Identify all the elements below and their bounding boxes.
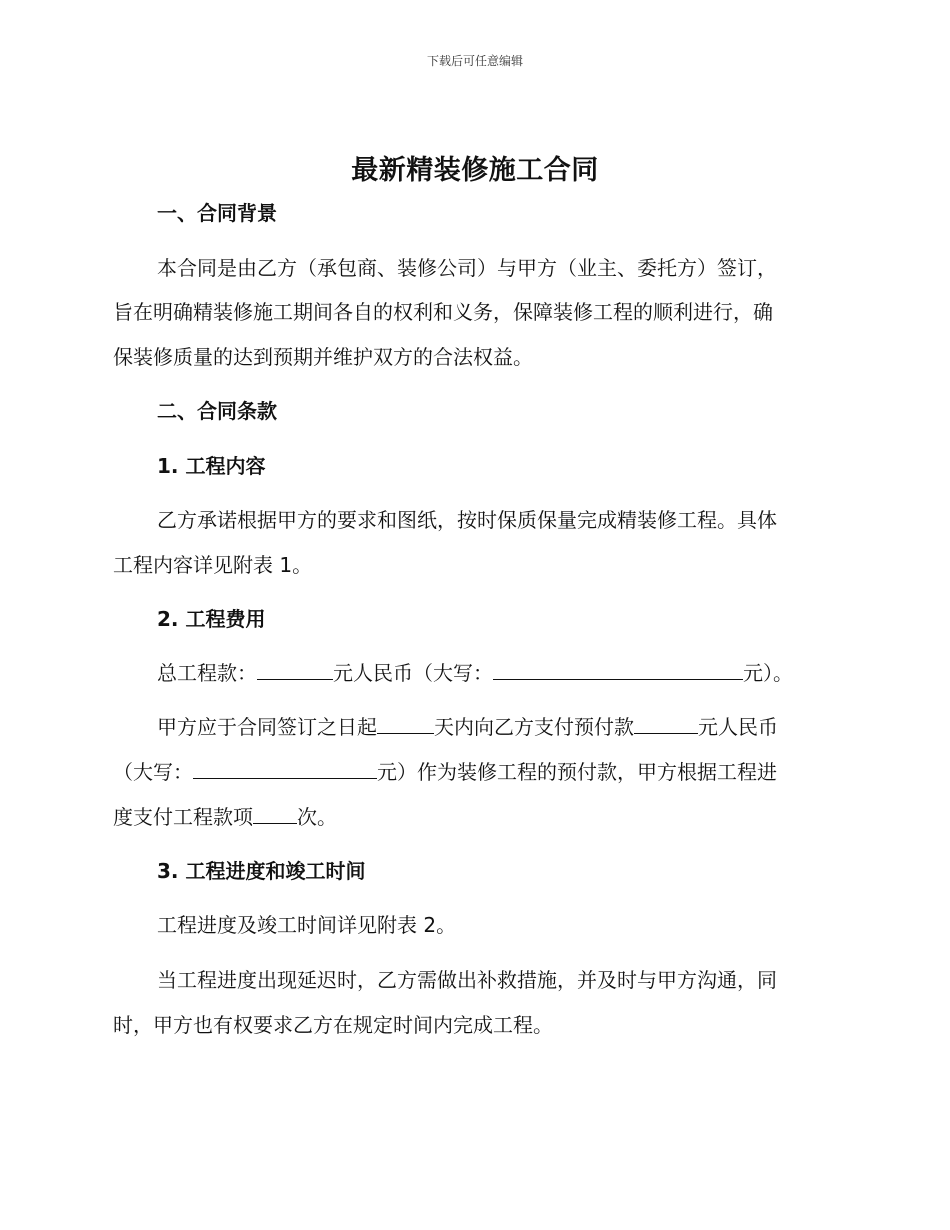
fill-blank-amount-words[interactable] bbox=[493, 661, 743, 680]
paragraph-line: 时，甲方也有权要求乙方在规定时间内完成工程。 bbox=[113, 1013, 553, 1037]
paragraph-line: 本合同是由乙方（承包商、装修公司）与甲方（业主、委托方）签订， bbox=[157, 256, 777, 280]
text-segment: （大写： bbox=[113, 760, 193, 784]
fill-blank-days[interactable] bbox=[377, 715, 434, 734]
clause-heading-cost: 2. 工程费用 bbox=[157, 607, 266, 631]
text-segment: 度支付工程款项 bbox=[113, 805, 253, 829]
paragraph-line: 工程进度及竣工时间详见附表 2。 bbox=[157, 913, 457, 937]
text-segment: 元人民币 bbox=[698, 715, 778, 739]
paragraph-line: 旨在明确精装修施工期间各自的权利和义务，保障装修工程的顺利进行，确 bbox=[113, 300, 773, 324]
clause-heading-content: 1. 工程内容 bbox=[157, 454, 266, 478]
fill-blank-installments[interactable] bbox=[253, 805, 297, 824]
prepayment-line bbox=[113, 758, 777, 786]
clause-heading-schedule: 3. 工程进度和竣工时间 bbox=[157, 859, 366, 883]
text-segment: 次。 bbox=[297, 805, 337, 829]
section-heading-terms: 二、合同条款 bbox=[157, 399, 277, 423]
header-note: 下载后可任意编辑 bbox=[426, 54, 523, 68]
text-segment: 元人民币（大写： bbox=[333, 661, 493, 685]
text-segment: 元）作为装修工程的预付款，甲方根据工程进 bbox=[377, 760, 777, 784]
total-cost-line bbox=[157, 659, 793, 687]
text-segment: 甲方应于合同签订之日起 bbox=[157, 715, 377, 739]
paragraph-line: 当工程进度出现延迟时，乙方需做出补救措施，并及时与甲方沟通，同 bbox=[157, 968, 777, 992]
fill-blank-prepayment-words[interactable] bbox=[193, 760, 377, 779]
fill-blank-amount[interactable] bbox=[257, 661, 333, 680]
fill-blank-prepayment[interactable] bbox=[634, 715, 698, 734]
prepayment-line bbox=[157, 713, 778, 741]
paragraph-line: 乙方承诺根据甲方的要求和图纸，按时保质保量完成精装修工程。具体 bbox=[157, 508, 777, 532]
paragraph-line: 工程内容详见附表 1。 bbox=[113, 553, 313, 577]
paragraph-line: 保装修质量的达到预期并维护双方的合法权益。 bbox=[113, 345, 533, 369]
text-segment: 总工程款： bbox=[157, 661, 257, 685]
text-segment: 元）。 bbox=[743, 661, 793, 685]
document-title: 最新精装修施工合同 bbox=[351, 155, 599, 186]
section-heading-background: 一、合同背景 bbox=[157, 201, 277, 225]
text-segment: 天内向乙方支付预付款 bbox=[434, 715, 634, 739]
prepayment-line bbox=[113, 803, 337, 831]
